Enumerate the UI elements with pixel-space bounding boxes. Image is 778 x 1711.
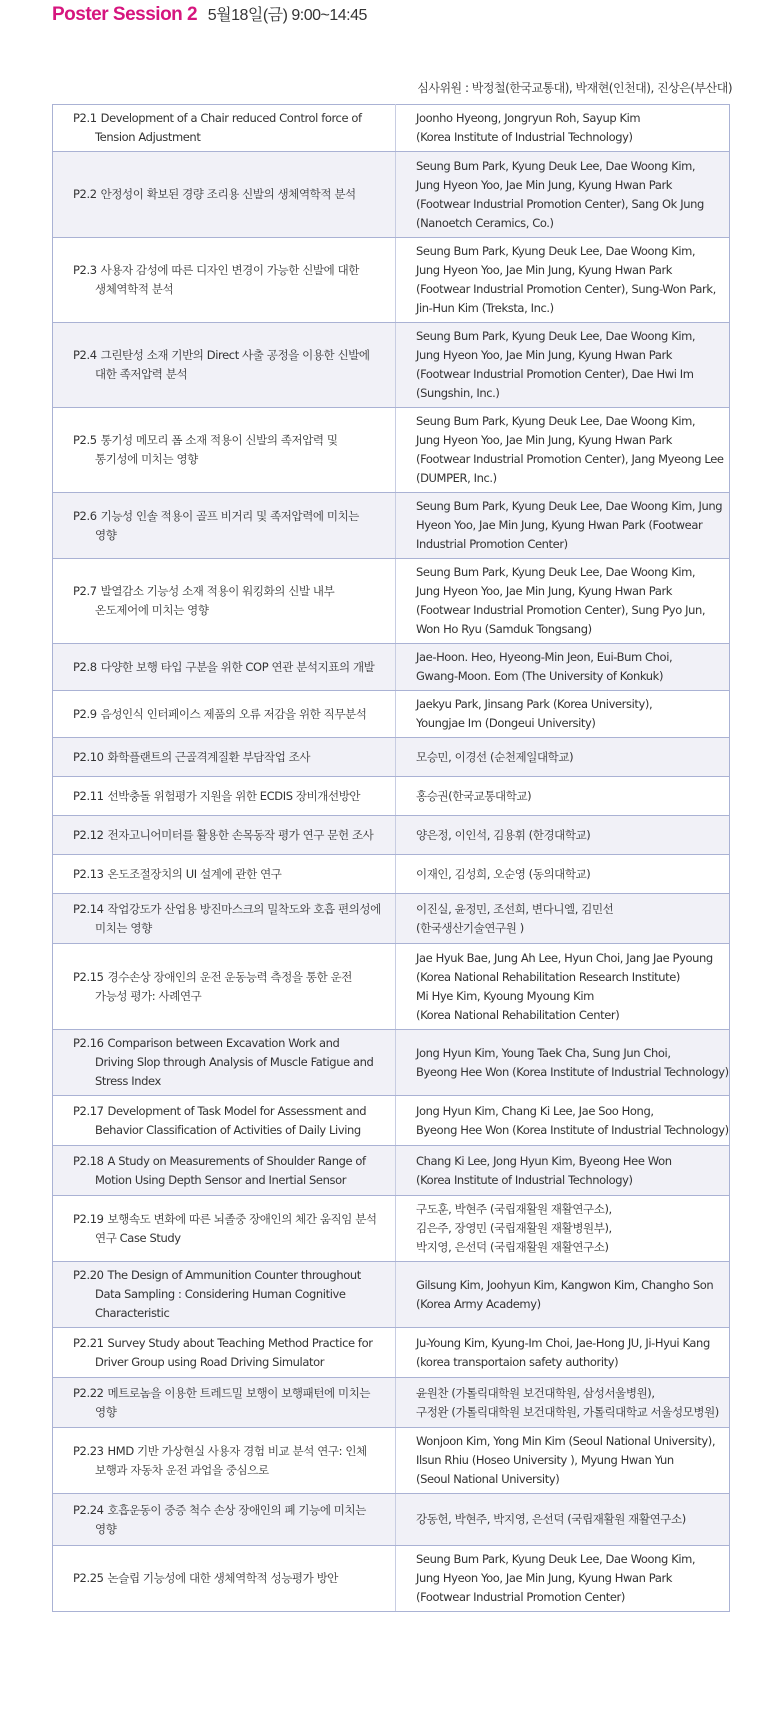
poster-title-cell: [53, 944, 396, 1030]
poster-author-line: 양은정, 이인석, 김용휘 (한경대학교): [416, 827, 591, 842]
poster-author-line: (Korea Institute of Industrial Technology): [416, 130, 633, 144]
poster-authors-cell: [396, 152, 730, 238]
poster-title-wrap: [73, 261, 381, 299]
poster-row: [53, 238, 730, 323]
poster-title-cell: [53, 644, 396, 691]
poster-author-line: 모승민, 이경선 (순천제일대학교): [416, 749, 574, 764]
poster-id: P2.16: [73, 1036, 104, 1050]
poster-id: P2.14: [73, 901, 104, 916]
poster-title-wrap: [73, 705, 381, 724]
poster-title-cell: [53, 691, 396, 738]
poster-row: [53, 1096, 730, 1146]
poster-author-line: Jin-Hun Kim (Treksta, Inc.): [416, 301, 554, 315]
poster-author-line: Seung Bum Park, Kyung Deuk Lee, Dae Woong Kim,: [416, 565, 696, 579]
poster-title-cell: [53, 894, 396, 944]
poster-row: [53, 644, 730, 691]
poster-author-line: Jung Hyeon Yoo, Jae Min Jung, Kyung Hwan Park: [416, 177, 673, 192]
poster-title-wrap: [73, 1384, 381, 1422]
poster-title-cell: [53, 105, 396, 152]
poster-author-line: Jae-Hoon. Heo, Hyeong-Min Jeon, Eui-Bum Choi,: [416, 650, 673, 664]
poster-title-cell: [53, 1378, 396, 1428]
poster-row: [53, 1196, 730, 1262]
poster-title-wrap: [73, 1569, 381, 1588]
session-header: [52, 2, 367, 26]
poster-author-line: 박지영, 은선덕 (국립재활원 재활연구소): [416, 1240, 609, 1254]
poster-title: 그린탄성 소재 기반의 Direct 사출 공정을 이용한 신발에 대한 족저압력 분석: [95, 348, 370, 381]
poster-title: 선박충돌 위험평가 지원을 위한 ECDIS 장비개선방안: [107, 788, 361, 803]
poster-title-wrap: [73, 1210, 381, 1248]
poster-author-line: Jung Hyeon Yoo, Jae Min Jung, Kyung Hwan Park: [416, 348, 673, 362]
poster-title: 호흡운동이 중증 척수 손상 장애인의 폐 기능에 미치는 영향: [95, 1502, 366, 1536]
reviewers-line: 심사위원 : 박정철(한국교통대), 박재현(인천대), 진상은(부산대): [417, 81, 732, 95]
poster-authors-cell: [396, 1146, 730, 1196]
poster-title-wrap: [73, 1266, 381, 1323]
poster-id: P2.19: [73, 1211, 104, 1226]
poster-title-cell: [53, 559, 396, 644]
poster-title-wrap: [73, 507, 381, 545]
poster-author-line: 이재인, 김성희, 오순영 (동의대학교): [416, 866, 591, 881]
poster-title: Development of a Chair reduced Control force of Tension Adjustment: [95, 111, 362, 144]
poster-title-cell: [53, 777, 396, 816]
poster-title: 보행속도 변화에 따른 뇌졸중 장애인의 체간 움직임 분석 연구 Case Study: [95, 1211, 377, 1245]
poster-author-line: (Footwear Industrial Promotion Center), Sung-Won Park,: [416, 282, 716, 296]
poster-title-cell: [53, 855, 396, 894]
poster-title-cell: [53, 152, 396, 238]
poster-row: [53, 1546, 730, 1612]
poster-title-wrap: [73, 865, 381, 884]
poster-id: P2.24: [73, 1502, 104, 1517]
poster-row: [53, 408, 730, 493]
poster-row: [53, 894, 730, 944]
poster-title-cell: [53, 1546, 396, 1612]
poster-id: P2.1: [73, 111, 97, 125]
poster-row: [53, 559, 730, 644]
poster-id: P2.11: [73, 788, 104, 803]
poster-author-line: Gilsung Kim, Joohyun Kim, Kangwon Kim, Changho Son: [416, 1277, 714, 1292]
poster-authors-cell: [396, 1494, 730, 1546]
poster-title-wrap: [73, 748, 381, 767]
poster-row: [53, 777, 730, 816]
poster-author-line: Jung Hyeon Yoo, Jae Min Jung, Kyung Hwan Park: [416, 584, 673, 598]
poster-row: [53, 1494, 730, 1546]
poster-authors-cell: [396, 105, 730, 152]
poster-id: P2.9: [73, 706, 97, 721]
poster-id: P2.8: [73, 659, 97, 674]
poster-id: P2.6: [73, 508, 97, 523]
poster-title-cell: [53, 408, 396, 493]
poster-author-line: Jung Hyeon Yoo, Jae Min Jung, Kyung Hwan Park: [416, 263, 673, 277]
poster-row: [53, 816, 730, 855]
poster-title-wrap: [73, 900, 381, 938]
poster-authors-cell: [396, 944, 730, 1030]
poster-table: [52, 104, 730, 1612]
poster-title-wrap: [73, 431, 381, 469]
poster-author-line: Mi Hye Kim, Kyoung Myoung Kim: [416, 988, 594, 1003]
poster-author-line: (korea transportaion safety authority): [416, 1354, 619, 1369]
poster-title-cell: [53, 1428, 396, 1494]
poster-title-wrap: [73, 1102, 381, 1140]
poster-author-line: Byeong Hee Won (Korea Institute of Industrial Technology): [416, 1122, 729, 1137]
poster-authors-cell: [396, 816, 730, 855]
poster-authors-cell: [396, 1096, 730, 1146]
poster-authors-cell: [396, 493, 730, 559]
poster-authors-cell: [396, 1546, 730, 1612]
poster-title-wrap: [73, 787, 381, 806]
poster-title-cell: [53, 1146, 396, 1196]
poster-title-cell: [53, 816, 396, 855]
poster-author-line: (Footwear Industrial Promotion Center), Sung Pyo Jun,: [416, 603, 706, 617]
poster-authors-cell: [396, 855, 730, 894]
poster-title: A Study on Measurements of Shoulder Range of Motion Using Depth Sensor and Inertial Sensor: [95, 1153, 366, 1187]
poster-id: P2.23: [73, 1443, 104, 1458]
poster-title-cell: [53, 738, 396, 777]
poster-author-line: Won Ho Ryu (Samduk Tongsang): [416, 622, 592, 636]
poster-author-line: Seung Bum Park, Kyung Deuk Lee, Dae Woong Kim,: [416, 158, 696, 173]
poster-author-line: Jong Hyun Kim, Chang Ki Lee, Jae Soo Hong,: [416, 1103, 654, 1118]
poster-author-line: Jae Hyuk Bae, Jung Ah Lee, Hyun Choi, Jang Jae Pyoung: [416, 950, 713, 965]
poster-title-wrap: [73, 1334, 381, 1372]
poster-title-wrap: [73, 582, 381, 620]
poster-title: 전자고니어미터를 활용한 손목동작 평가 연구 문헌 조사: [107, 827, 374, 842]
poster-id: P2.7: [73, 584, 97, 598]
poster-title: 발열감소 기능성 소재 적용이 워킹화의 신발 내부 온도제어에 미치는 영향: [95, 584, 335, 617]
poster-row: [53, 1328, 730, 1378]
poster-title-wrap: [73, 1501, 381, 1539]
poster-title: 작업강도가 산업용 방진마스크의 밀착도와 호흡 편의성에 미치는 영향: [95, 901, 381, 935]
poster-id: P2.2: [73, 187, 97, 201]
poster-title-cell: [53, 1262, 396, 1328]
poster-row: [53, 323, 730, 408]
poster-author-line: (Korea National Rehabilitation Center): [416, 1007, 620, 1022]
poster-title: 음성인식 인터페이스 제품의 오류 저감을 위한 직무분석: [100, 706, 367, 721]
poster-author-line: Seung Bum Park, Kyung Deuk Lee, Dae Woong Kim,: [416, 1552, 696, 1566]
poster-row: [53, 1146, 730, 1196]
poster-authors-cell: [396, 1328, 730, 1378]
poster-title: 온도조절장치의 UI 설계에 관한 연구: [107, 866, 282, 881]
poster-authors-cell: [396, 408, 730, 493]
poster-title-wrap: [73, 968, 381, 1006]
poster-id: P2.17: [73, 1103, 104, 1118]
poster-authors-cell: [396, 894, 730, 944]
poster-author-line: (Seoul National University): [416, 1472, 560, 1486]
poster-title-wrap: [73, 1442, 381, 1480]
poster-id: P2.12: [73, 827, 104, 842]
poster-title-wrap: [73, 1152, 381, 1190]
poster-authors-cell: [396, 691, 730, 738]
poster-author-line: Youngjae Im (Dongeui University): [416, 716, 596, 730]
poster-author-line: Industrial Promotion Center): [416, 537, 568, 551]
poster-title-wrap: [73, 185, 381, 204]
poster-id: P2.22: [73, 1385, 104, 1400]
poster-author-line: Wonjoon Kim, Yong Min Kim (Seoul National University),: [416, 1434, 716, 1448]
poster-id: P2.13: [73, 866, 104, 881]
poster-author-line: Jong Hyun Kim, Young Taek Cha, Sung Jun Choi,: [416, 1045, 671, 1060]
poster-title-cell: [53, 1096, 396, 1146]
poster-author-line: Jaekyu Park, Jinsang Park (Korea University),: [416, 697, 653, 711]
poster-row: [53, 152, 730, 238]
poster-row: [53, 691, 730, 738]
poster-author-line: 이진실, 윤정민, 조선희, 변다니엘, 김민선: [416, 901, 614, 916]
poster-author-line: Gwang-Moon. Eom (The University of Konkuk): [416, 669, 664, 683]
poster-author-line: (Korea National Rehabilitation Research Institute): [416, 969, 680, 984]
poster-author-line: (Footwear Industrial Promotion Center), Sang Ok Jung: [416, 196, 704, 211]
poster-row: [53, 855, 730, 894]
poster-id: P2.4: [73, 348, 97, 362]
poster-author-line: Ilsun Rhiu (Hoseo University ), Myung Hwan Yun: [416, 1453, 674, 1467]
poster-authors-cell: [396, 1428, 730, 1494]
poster-author-line: 홍승권(한국교통대학교): [416, 788, 532, 803]
poster-author-line: 강동헌, 박현주, 박지영, 은선덕 (국립재활원 재활연구소): [416, 1512, 686, 1526]
poster-title-cell: [53, 1030, 396, 1096]
poster-row: [53, 1378, 730, 1428]
poster-title-cell: [53, 1328, 396, 1378]
poster-author-line: (Footwear Industrial Promotion Center): [416, 1590, 625, 1604]
poster-author-line: Chang Ki Lee, Jong Hyun Kim, Byeong Hee Won: [416, 1153, 672, 1168]
poster-author-line: Seung Bum Park, Kyung Deuk Lee, Dae Woong Kim,: [416, 414, 696, 428]
poster-author-line: Seung Bum Park, Kyung Deuk Lee, Dae Woong Kim, Jung: [416, 499, 723, 513]
poster-id: P2.3: [73, 263, 97, 277]
poster-id: P2.20: [73, 1268, 104, 1282]
poster-title-wrap: [73, 346, 381, 384]
poster-title: 기능성 인솔 적용이 골프 비거리 및 족저압력에 미치는 영향: [95, 508, 360, 542]
poster-title-cell: [53, 493, 396, 559]
poster-authors-cell: [396, 323, 730, 408]
poster-title-wrap: [73, 109, 381, 147]
poster-row: [53, 105, 730, 152]
poster-title: 경수손상 장애인의 운전 운동능력 측정을 통한 운전 가능성 평가: 사례연구: [95, 969, 352, 1003]
poster-authors-cell: [396, 1378, 730, 1428]
poster-title: HMD 기반 가상현실 사용자 경험 비교 분석 연구: 인체 보행과 자동차 운전 과업을 중심으로: [95, 1443, 367, 1477]
poster-title: 다양한 보행 타입 구분을 위한 COP 연관 분석지표의 개발: [100, 659, 375, 674]
poster-author-line: Seung Bum Park, Kyung Deuk Lee, Dae Woong Kim,: [416, 244, 696, 258]
poster-author-line: 김은주, 장영민 (국립재활원 재활병원부),: [416, 1221, 612, 1235]
poster-author-line: (Sungshin, Inc.): [416, 386, 500, 400]
poster-row: [53, 944, 730, 1030]
poster-author-line: 구도훈, 박현주 (국립재활원 재활연구소),: [416, 1202, 612, 1216]
poster-row: [53, 493, 730, 559]
poster-id: P2.15: [73, 969, 104, 984]
poster-row: [53, 1030, 730, 1096]
poster-title: Comparison between Excavation Work and Driving Slop through Analysis of Muscle Fatigue and Stress Index: [95, 1036, 374, 1088]
poster-title: The Design of Ammunition Counter throughout Data Sampling : Considering Human Cognitive Characteristic: [95, 1268, 361, 1320]
poster-id: P2.25: [73, 1571, 104, 1585]
poster-author-line: (Nanoetch Ceramics, Co.): [416, 215, 554, 230]
poster-id: P2.10: [73, 749, 104, 764]
poster-author-line: 윤원찬 (가톨릭대학원 보건대학원, 삼성서울병원),: [416, 1385, 655, 1400]
poster-authors-cell: [396, 1030, 730, 1096]
poster-authors-cell: [396, 238, 730, 323]
poster-authors-cell: [396, 1196, 730, 1262]
poster-author-line: Hyeon Yoo, Jae Min Jung, Kyung Hwan Park (Footwear: [416, 518, 703, 532]
poster-title: 안정성이 확보된 경량 조리용 신발의 생체역학적 분석: [100, 187, 356, 201]
poster-row: [53, 1262, 730, 1328]
poster-author-line: 구정완 (가톨릭대학원 보건대학원, 가톨릭대학교 서울성모병원): [416, 1404, 719, 1419]
poster-title: Development of Task Model for Assessment and Behavior Classification of Activities of Daily Living: [95, 1103, 367, 1137]
poster-title: Survey Study about Teaching Method Practice for Driver Group using Road Driving Simulator: [95, 1335, 373, 1369]
poster-title: 메트로놈을 이용한 트레드밀 보행이 보행패턴에 미치는 영향: [95, 1385, 371, 1419]
poster-authors-cell: [396, 738, 730, 777]
poster-author-line: Joonho Hyeong, Jongryun Roh, Sayup Kim: [416, 111, 641, 125]
poster-id: P2.18: [73, 1153, 104, 1168]
poster-title-cell: [53, 323, 396, 408]
poster-author-line: (DUMPER, Inc.): [416, 471, 497, 485]
poster-table-body: [53, 105, 730, 1612]
poster-title-cell: [53, 1196, 396, 1262]
poster-title-wrap: [73, 1034, 381, 1091]
poster-author-line: Seung Bum Park, Kyung Deuk Lee, Dae Woong Kim,: [416, 329, 696, 343]
poster-title-cell: [53, 238, 396, 323]
poster-row: [53, 738, 730, 777]
session-title: Poster Session 2: [52, 4, 198, 25]
poster-author-line: Byeong Hee Won (Korea Institute of Industrial Technology): [416, 1064, 729, 1079]
poster-author-line: (Korea Institute of Industrial Technology): [416, 1172, 633, 1187]
poster-row: [53, 1428, 730, 1494]
poster-title-wrap: [73, 658, 381, 677]
poster-authors-cell: [396, 559, 730, 644]
poster-author-line: (Footwear Industrial Promotion Center), Jang Myeong Lee: [416, 452, 724, 466]
poster-title: 논슬립 기능성에 대한 생체역학적 성능평가 방안: [107, 1571, 339, 1585]
poster-author-line: Jung Hyeon Yoo, Jae Min Jung, Kyung Hwan Park: [416, 1571, 673, 1585]
poster-title: 화학플랜트의 근골격계질환 부담작업 조사: [107, 749, 311, 764]
poster-authors-cell: [396, 1262, 730, 1328]
poster-title-cell: [53, 1494, 396, 1546]
poster-author-line: (한국생산기술연구원 ): [416, 920, 524, 935]
poster-id: P2.21: [73, 1335, 104, 1350]
poster-author-line: (Korea Army Academy): [416, 1296, 541, 1311]
session-time: 5월18일(금) 9:00~14:45: [207, 7, 367, 24]
poster-author-line: Ju-Young Kim, Kyung-Im Choi, Jae-Hong JU, Ji-Hyui Kang: [416, 1335, 710, 1350]
poster-author-line: (Footwear Industrial Promotion Center), Dae Hwi Im: [416, 367, 694, 381]
poster-title: 사용자 감성에 따른 디자인 변경이 가능한 신발에 대한 생체역학적 분석: [95, 263, 360, 296]
poster-title-wrap: [73, 826, 381, 845]
poster-authors-cell: [396, 777, 730, 816]
poster-authors-cell: [396, 644, 730, 691]
poster-author-line: Jung Hyeon Yoo, Jae Min Jung, Kyung Hwan Park: [416, 433, 673, 447]
poster-title: 통기성 메모리 폼 소재 적용이 신발의 족저압력 및 통기성에 미치는 영향: [95, 433, 338, 466]
poster-id: P2.5: [73, 433, 97, 447]
